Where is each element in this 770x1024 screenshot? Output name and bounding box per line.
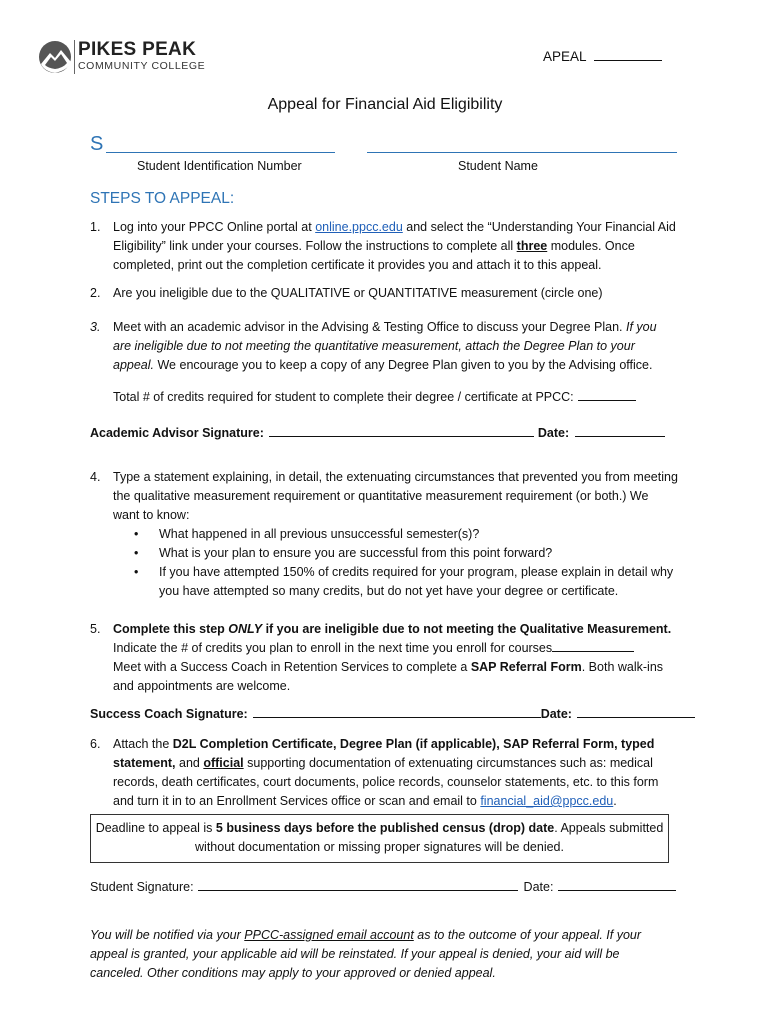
student-date-blank[interactable] <box>558 878 676 891</box>
step-3-post: We encourage you to keep a copy of any Degree Plan given to you by the Advising office. <box>154 358 653 372</box>
coach-signature-row <box>90 705 695 724</box>
step-1-number: 1. <box>90 220 101 234</box>
step-5-line-2: Indicate the # of credits you plan to enroll in the next time you enroll for courses <box>113 641 553 655</box>
planned-credits-blank[interactable] <box>552 639 634 652</box>
advisor-date-blank[interactable] <box>575 424 665 437</box>
step-2-text: Are you ineligible due to the QUALITATIVE or QUANTITATIVE measurement (circle one) <box>113 286 603 300</box>
step-3-pre: Meet with an academic advisor in the Advising & Testing Office to discuss your Degree Plan. <box>113 320 626 334</box>
advisor-signature-label: Academic Advisor Signature: <box>90 426 264 440</box>
student-signature-row <box>90 878 676 897</box>
step-4-bullet-2: What is your plan to ensure you are successful from this point forward? <box>159 546 553 560</box>
credits-required-blank[interactable] <box>578 388 636 401</box>
deadline-box: Deadline to appeal is 5 business days before the published census (drop) date. Appeals submitted without documentation or missing proper signatures will be denied. <box>90 814 669 863</box>
portal-link[interactable]: online.ppcc.edu <box>315 220 403 234</box>
logo-divider <box>74 40 75 74</box>
step-5-line-3: Meet with a Success Coach in Retention Services to complete a SAP Referral Form. Both walk-ins <box>113 660 664 674</box>
step-6-text: Attach the D2L Completion Certificate, Degree Plan (if applicable), SAP Referral Form, typed statement, and official supporting documentation of extenuating circumstances such as: medical records, death certificates, court documents, police records, counselor statements, etc. to this form and turn it in to an Enrollment Services office or scan and email to financial_aid@ppcc.edu. <box>113 737 659 808</box>
appeal-number-field[interactable] <box>543 48 662 64</box>
credits-required-field[interactable] <box>113 388 678 407</box>
coach-signature-label: Success Coach Signature: <box>90 707 248 721</box>
student-id-prefix: S <box>90 133 104 155</box>
step-6-attachments: D2L Completion Certificate, Degree Plan (if applicable), SAP Referral Form, typed statement, <box>113 737 655 770</box>
form-title: Appeal for Financial Aid Eligibility <box>267 96 503 113</box>
notice-email-account: PPCC-assigned email account <box>244 928 414 942</box>
coach-date-label: Date: <box>540 707 572 721</box>
step-1-post: modules. Once completed, print out the completion certificate it provides you and attach it to this appeal. <box>113 239 635 272</box>
student-name-label: Student Name <box>458 159 538 173</box>
step-5-text <box>113 620 678 696</box>
coach-date-blank[interactable] <box>577 705 695 718</box>
bullet-icon: • <box>134 565 139 579</box>
appeal-number-label: APEAL <box>543 49 587 64</box>
mountain-logo-icon <box>38 38 74 76</box>
step-4-number: 4. <box>90 470 101 484</box>
deadline-bold: 5 business days before the published census (drop) date <box>215 821 555 835</box>
step-5-number: 5. <box>90 622 101 636</box>
appeal-number-blank[interactable] <box>594 48 662 61</box>
step-4-text: Type a statement explaining, in detail, the extenuating circumstances that prevented you from meeting the qualitative measurement requirement or quantitative measurement requirement (or both.) We want to know: <box>113 470 678 522</box>
step-1-mid: and select the “Understanding Your Financial Aid Eligibility” link under your courses. Follow the instructions to complete all <box>113 220 676 253</box>
student-signature-label: Student Signature: <box>90 880 194 894</box>
planned-credits-field[interactable] <box>113 639 678 658</box>
coach-signature-blank[interactable] <box>253 705 541 718</box>
college-logo <box>38 38 213 78</box>
step-6-official: official <box>203 756 244 770</box>
step-4-bullet-1: What happened in all previous unsuccessful semester(s)? <box>159 527 480 541</box>
student-signature-blank[interactable] <box>198 878 518 891</box>
step-5-only: ONLY <box>228 622 263 636</box>
credits-required-label: Total # of credits required for student to complete their degree / certificate at PPCC: <box>113 390 574 404</box>
step-5-line-4: and appointments are welcome. <box>113 679 291 693</box>
student-id-label: Student Identification Number <box>137 159 302 173</box>
student-name-input-line[interactable] <box>367 152 677 153</box>
logo-name: PIKES PEAK <box>78 39 197 60</box>
steps-heading: STEPS TO APPEAL: <box>90 190 235 207</box>
logo-subtitle: COMMUNITY COLLEGE <box>78 60 206 72</box>
bullet-icon: • <box>134 527 139 541</box>
student-id-input-line[interactable] <box>106 152 335 153</box>
bullet-icon: • <box>134 546 139 560</box>
step-1-text <box>113 218 678 275</box>
step-5-line-1: Complete this step ONLY if you are ineligible due to not meeting the Qualitative Measurement. <box>113 622 672 636</box>
step-3-italic: If you are ineligible due to not meeting the quantitative measurement, attach the Degree Plan to your appeal. <box>113 320 657 372</box>
step-4-bullet-3: If you have attempted 150% of credits required for your program, please explain in detail why you have attempted so many credits, but do not yet have your degree or certificate. <box>159 565 674 598</box>
step-3-text <box>113 318 678 375</box>
step-1-three: three <box>516 239 548 253</box>
step-3-number: 3. <box>90 320 101 334</box>
step-2-number: 2. <box>90 286 101 300</box>
sap-referral-form: SAP Referral Form <box>470 660 582 674</box>
advisor-signature-blank[interactable] <box>269 424 534 437</box>
notification-notice: You will be notified via your PPCC-assigned email account as to the outcome of your appeal. If your appeal is granted, your applicable aid will be reinstated. If your appeal is denied, your aid will be canceled. Other conditions may apply to your approved or denied appeal. <box>90 928 642 980</box>
student-date-label: Date: <box>523 880 554 894</box>
step-6-number: 6. <box>90 737 101 751</box>
advisor-date-label: Date: <box>537 426 570 440</box>
financial-aid-email-link[interactable]: financial_aid@ppcc.edu <box>480 794 614 808</box>
advisor-signature-row <box>90 424 665 443</box>
step-1-pre: Log into your PPCC Online portal at <box>113 220 316 234</box>
